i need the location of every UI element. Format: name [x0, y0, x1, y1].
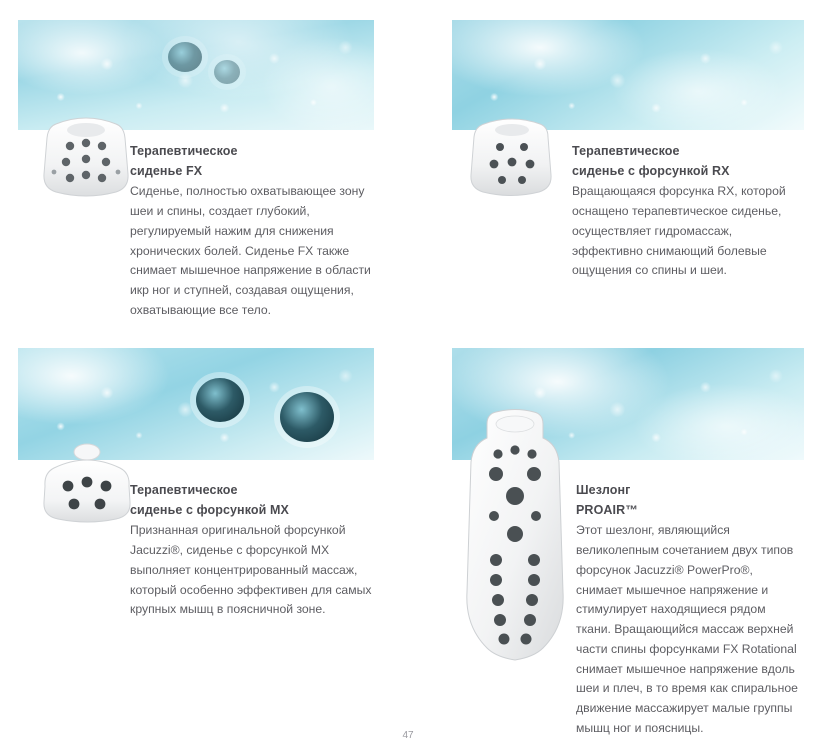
jet-nozzle-icon: [168, 42, 202, 72]
text-block-proair: [576, 481, 798, 739]
jet-nozzle-icon: [214, 60, 240, 84]
block-title-line1: Шезлонг: [576, 483, 631, 497]
jet-nozzle-icon: [280, 392, 334, 442]
block-body: Сиденье, полностью охватывающее зону шеи и спины, создает глубокий, регулируемый нажим для снижения хронических болей. Сиденье FX также снимает мышечное напряжение в области икр ног и ступней, создавая ощущения, охватывающие все тело.: [130, 184, 371, 317]
block-therapy-seat-rx: [452, 20, 804, 280]
text-block-rx: [572, 142, 802, 281]
block-body: Вращающаяся форсунка RX, которой оснащено терапевтическое сиденье, осуществляет гидромассаж, эффективно снимающий болевые ощущения со спины и шеи.: [572, 184, 786, 278]
page-number: 47: [402, 730, 414, 741]
block-therapy-seat-mx: [18, 348, 388, 638]
block-title-line1: Терапевтическое: [130, 483, 238, 497]
text-block-fx: [130, 142, 374, 321]
text-block-mx: [130, 481, 374, 620]
block-lounger-proair: [452, 348, 804, 735]
block-title-line2: сиденье FX: [130, 164, 203, 179]
block-title-line1: Терапевтическое: [572, 144, 680, 158]
block-body: Признанная оригинальной форсункой Jacuzzi®, сиденье с форсункой MX выполняет концентрированный массаж, который особенно эффективен для самых крупных мышц в поясничной зоне.: [130, 523, 372, 617]
block-therapy-seat-fx: [18, 20, 388, 330]
block-title-line2: PROAIR™: [576, 503, 638, 518]
therapy-seat-mx-product-image: [38, 440, 136, 532]
block-title-line2: сиденье с форсункой MX: [130, 503, 289, 518]
jet-nozzle-icon: [196, 378, 244, 422]
lounger-proair-product-image: [456, 408, 574, 666]
block-title-line2: сиденье с форсункой RX: [572, 164, 730, 179]
block-body: Этот шезлонг, являющийся великолепным сочетанием двух типов форсунок Jacuzzi® PowerPro®, снимает мышечное напряжение и стимулирует находящиеся рядом ткани. Вращающийся массаж верхней части спины форсунками FX Rotational снимает мышечное напряжение вдоль шеи и плеч, в то время как спиральное движение массажирует малые группы мышц ног и поясницы.: [576, 523, 798, 735]
therapy-seat-fx-product-image: [36, 110, 136, 210]
therapy-seat-rx-product-image: [464, 112, 560, 212]
block-title-line1: Терапевтическое: [130, 144, 238, 158]
